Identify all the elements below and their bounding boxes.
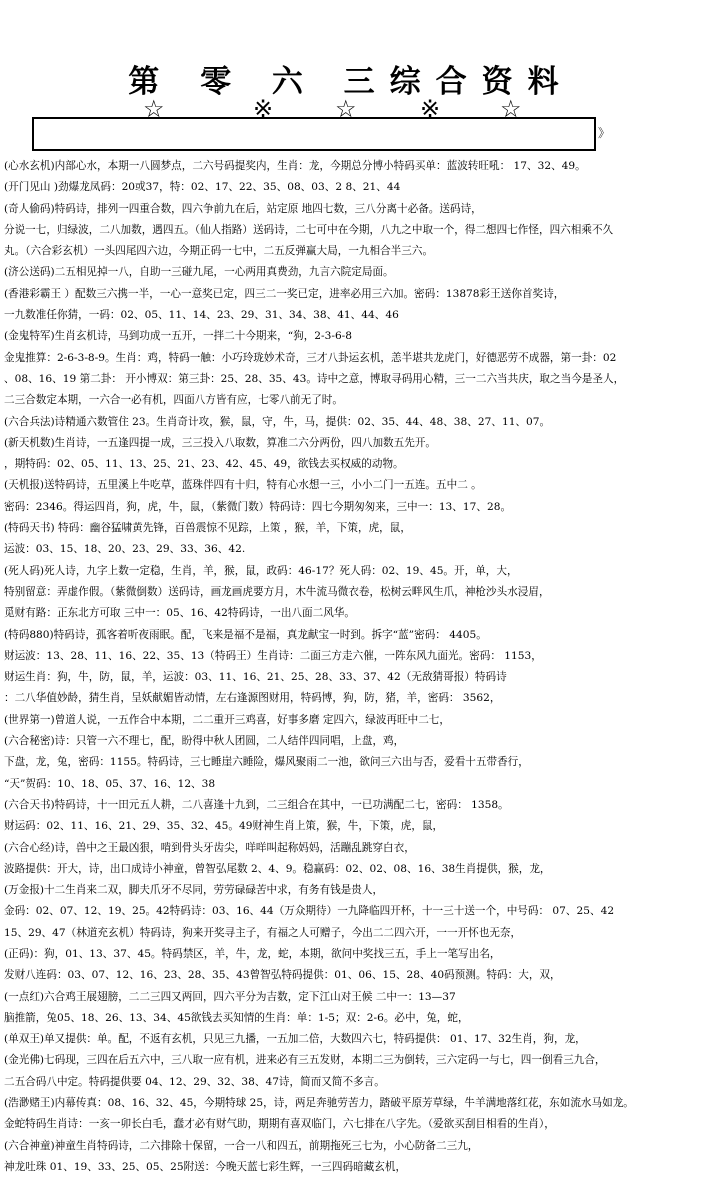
text-line: 下盘，龙，兔，密码：1155。特码诗，三七睡崖六睡险，爆风聚雨二一池，欲问三六出与否，爱看十五带香行，	[4, 756, 529, 769]
text-line: (世界第一)曾道人说，一五作合中本期，二二重开三鸡喜，好事多磨 定四六，绿波再旺中二七，	[4, 713, 450, 726]
text-line: 神龙吐珠 01、19、33、25、05、25附送：今晚天蓝七彩生辉，一三四码暗藏玄机，	[4, 1160, 407, 1173]
text-line: (特码880)特码诗，孤客着听夜雨眠。配，飞来是福不是福，真龙献宝一时到。拆字“蓝”密码： 4405。	[4, 628, 487, 641]
text-line: (六合秘密)诗：只管一六不理七，配，盼得中秋人团圆，二人结伴四同唱，上盘，鸡，	[4, 735, 405, 748]
text-line: (单双王)单又提供：单。配，不返有玄机，只见三九播，一五加二倍，大数四六七，特码提供： 01、17、32生肖，狗，龙，	[4, 1033, 586, 1046]
text-line: 财运生肖：狗，牛，防，鼠，羊，运波：03、11、16、21、25、28、33、37、42（无敌猜哥报）特码诗	[4, 671, 507, 684]
star-icon: ☆	[143, 95, 165, 123]
text-line: (六合天书)特码诗，十一田元五人耕，二八喜逢十九到，二三组合在其中，一已功满配二七，密码： 1358。	[4, 798, 509, 811]
star-icon: ☆	[500, 95, 522, 123]
text-line: 脑推箭，兔05、18、26、13、34、45欲钱去买知情的生肖：单：1-5；双：2-6。必中，兔，蛇，	[4, 1011, 469, 1024]
text-line: 发财八连码：03、07、12、16、23、28、35、43曾智弘特码提供：01、06、15、28、40码预测。特码：大，双，	[4, 969, 561, 982]
text-line: (济公送码)二五相见掉一八，自助一三碰九尾，一心两用真费劲，九言六院定局面。	[4, 266, 394, 279]
text-line: 金码：02、07、12、19、25。42特码诗：03、16、44（万众期待）一九降临四开杯，十一三十送一个，中号码： 07、25、42	[4, 905, 615, 918]
text-line: 运波：03、15、18、20、23、29、33、36、42.	[4, 543, 246, 556]
text-line: 财运波：13、28、11、16、22、35、13（特码王）生肖诗：二面三方走六催，一阵东风九面光。密码： 1153，	[4, 649, 542, 662]
reference-mark-icon: ※	[253, 95, 274, 123]
text-line: (六合兵法)诗精通六数管住 23。生肖奇计攻，猴，鼠，守，牛，马，提供：02、35、44、48、38、27、11、07。	[4, 415, 551, 428]
text-line: 15、29、47（林道充玄机）特码诗，狗来开奖寻主子，有福之人可赠子，今出二二四六开，一一开怀也无奈，	[4, 926, 522, 939]
text-line: 觅财有路：正东北方可取 三中一：05、16、42特码诗，一出八面二风华。	[4, 607, 356, 620]
text-line: (一点红)六合鸡王展翅膀，二二三四又两回，四六平分为吉数，定下江山对王候 二中一：13—37	[4, 990, 456, 1003]
text-line: (特码天书) 特码：幽谷猛啸黄先锋，百兽震惊不见踪，上策 ，猴，羊，下策，虎，鼠，	[4, 522, 411, 535]
text-line: ：二八华值妙龄，猜生肖，呈妖献媚皆动情，左右逢源图财用，特码博，狗，防，猪，羊，密码： 3562，	[4, 692, 501, 705]
text-line: (金鬼特军)生肖玄机诗，马到功成一五开，一拌二十今期来，“狗，2-3-6-8	[4, 330, 353, 343]
text-line: 、08、16、19 第二卦： 开小博双：第三卦：25、28、35、43。诗中之意，博取寻码用心精，三一二六当共庆，取之当今是圣人，	[4, 372, 625, 385]
text-line: 分说一七，归绿波，二八加数，遇四五。（仙人指路）送码诗，二七可中在今期，八九之中取一个，得二想四七作怪，四六相乘不久	[4, 223, 614, 236]
text-line: 丸。（六合彩玄机）一头四尾四六边，今期正码一七中，二五反弹赢大局，一九相合半三六。	[4, 245, 434, 258]
text-line: (奇人偷码)特码诗，排列一四重合数，四六争前九在后，站定原 地四七数，三八分离十必备。送码诗，	[4, 202, 482, 215]
text-line: (万金报)十二生肖来二双，脚夫爪牙不尽同，劳劳碌碌苦中求，有务有钱是贵人，	[4, 884, 384, 897]
text-line: “天”贺码：10、18、05、37、16、12、38	[4, 777, 216, 790]
banner-box	[32, 117, 596, 151]
reference-mark-icon: ※	[420, 95, 441, 123]
text-line: 特别留意：弄虚作假。（紫微倒数）送码诗，画龙画虎要方月，木牛流马微衣卷，松树云畔风生爪，神枪沙头水浸眉，	[4, 585, 550, 598]
star-icon: ☆	[335, 95, 357, 123]
text-line: (死人码)死人诗，九字上数一定稳，生肖，羊，猴，鼠，政码：46-17？死人码：02、19、45。开，单，大，	[4, 564, 518, 577]
text-line: 波路提供：开大，诗，出口成诗小神童，曾智弘尾数 2、4、9。稳赢码：02、02、08、16、38生肖提供，猴，龙，	[4, 862, 551, 875]
text-line: (开门见山 )劲爆龙凤码：20或37，特：02、17、22、35、08、03、2 8、21、44	[4, 181, 401, 194]
text-line: 财运码：02、11、16、21、29、35、32、45。49财神生肖上策，猴，牛，下策，虎，鼠，	[4, 820, 444, 833]
text-line: (浩渺赌王)内幕传真：08、16、32、45，今期特球 25，诗，两足奔驰劳苦力，踏破平原芳草绿，牛羊满地落红花，东如流水马如龙。	[4, 1097, 634, 1110]
text-line: (天机报)送特码诗，五里溪上牛吃草，蓝珠伴四有十归，特有心水想一三，小小二门一五连。五中二 。	[4, 479, 482, 492]
text-line: 金鬼推算：2-6-3-8-9。生肖：鸡，特码一触：小巧玲珑妙术奇，三才八卦运玄机，恙半堪共龙虎门，好德恶劳不成器，第一卦：02	[4, 351, 617, 364]
text-line: (六合神童)神童生肖特码诗，二六排除十保留，一合一八和四五，前期拖死三七为，小心防备二三九，	[4, 1139, 479, 1152]
text-line: (正码)：狗，01、13、37、45。特码禁区，羊，牛，龙，蛇，本期，欲问中奖找三五，手上一笔写出名，	[4, 947, 501, 960]
text-line: (心水玄机)内部心水，本期一八圆梦点，二六号码提奖内，生肖：龙，今期总分博小特码买单：蓝波转旺吼： 17、32、49。	[4, 160, 586, 172]
text-line: (金光佛)七码现，三四在后五六中，三八取一应有机，进来必有三五发财，本期二三为倒转，三六定码一与七，四一倒看三九合，	[4, 1054, 606, 1067]
text-line: 二五合码八中定。特码提供要 04、12、29、32、38、47诗，简而又简不多言。	[4, 1075, 385, 1088]
text-line: (六合心经)诗，兽中之王最凶狠，啃到骨头牙齿尖，咩咩叫起称妈妈，活蹦乱跳穿白衣，	[4, 841, 415, 854]
text-line: (新天机数)生肖诗，一五逢四提一成，三三投入八取数，算准二六分两份，四八加数五先开。	[4, 436, 437, 449]
text-line: (香港彩霸王 ）配数三六携一半，一心一意奖已定，四三二一奖已定，进率必用三六加。密码：13878彩王送你首奖诗，	[4, 287, 565, 300]
banner-end-mark: 》	[598, 126, 611, 140]
text-line: 二三合数定本期，一六合一必有机，四面八方皆有应，七零八前无了时。	[4, 394, 343, 407]
page-title: 第 零 六 三综合资料	[128, 64, 574, 100]
text-line: 一九数准任你猜，一码：02、05、11、14、23、29、31、34、38、41、44、46	[4, 309, 399, 322]
content-lines	[4, 156, 698, 1178]
text-line: 金蛇特码生肖诗：一亥一卯长白毛，蠢才必有财气助，期期有喜双临门，六七排在八字先。（爱欲买刮目相看的生肖），	[4, 1118, 555, 1131]
text-line: 密码：2346。得运四肖，狗，虎，牛，鼠，（紫微门数）特码诗：四七今期匆匆来，三中一：13、17、28。	[4, 500, 512, 513]
text-line: ，期特码：02、05、11、13、25、21、23、42、45、49，欲钱去买权威的动物。	[4, 458, 404, 471]
